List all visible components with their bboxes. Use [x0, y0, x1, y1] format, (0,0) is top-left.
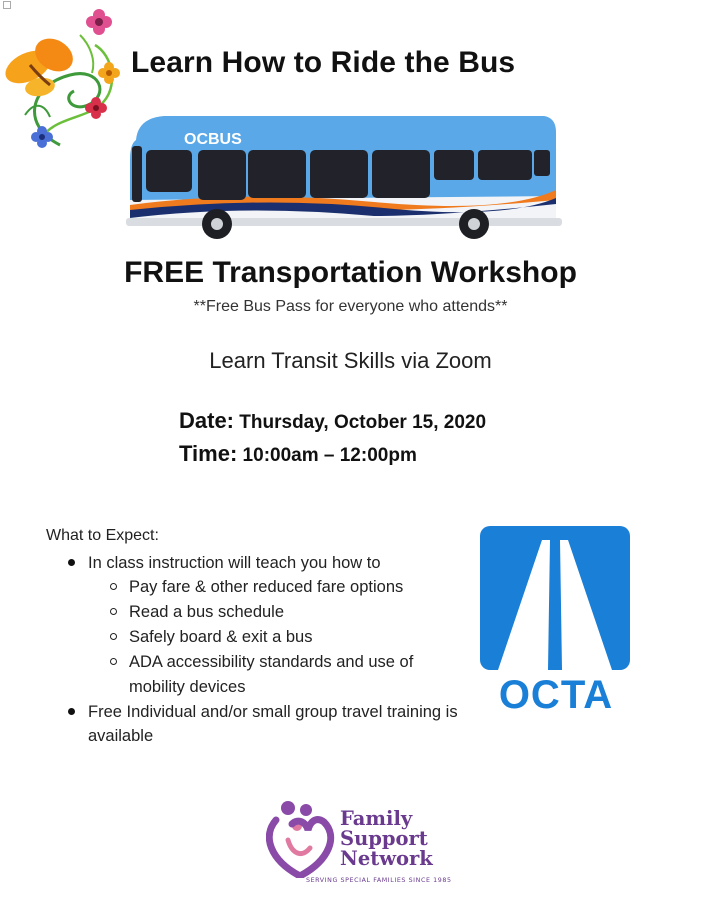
bus-brand-text: OCBUS: [184, 131, 242, 148]
sub-list-item-text: Read a bus schedule: [129, 603, 285, 621]
workshop-title: FREE Transportation Workshop: [124, 256, 577, 289]
bus-illustration: [124, 110, 564, 243]
expect-list: [46, 551, 466, 748]
fsn-tagline: SERVING SPECIAL FAMILIES SINCE 1985: [306, 877, 452, 884]
sub-list-item: [88, 650, 466, 700]
sub-list-item: [88, 600, 466, 625]
fsn-name-line3: Network: [340, 847, 433, 870]
octa-logo: [478, 526, 632, 714]
circle-bullet-icon: [110, 608, 117, 615]
list-item: [46, 551, 466, 700]
circle-bullet-icon: [110, 583, 117, 590]
fsn-name-line2: Support: [340, 827, 428, 850]
time-value: 10:00am – 12:00pm: [237, 445, 417, 466]
sub-list-item: [88, 625, 466, 650]
page-title: Learn How to Ride the Bus: [131, 46, 516, 79]
sub-list-item-text: Safely board & exit a bus: [129, 628, 313, 646]
sub-list: [88, 575, 466, 700]
sub-list-item-text: ADA accessibility standards and use of mobility devices: [129, 653, 414, 696]
date-label: Date:: [179, 408, 235, 433]
fsn-name-line1: Family: [340, 807, 413, 830]
zoom-line: Learn Transit Skills via Zoom: [209, 348, 492, 373]
circle-bullet-icon: [110, 633, 117, 640]
sub-list-item-text: Pay fare & other reduced fare options: [129, 578, 404, 596]
sub-list-item: [88, 575, 466, 600]
time-label: Time:: [179, 441, 238, 466]
bullet-icon: [68, 559, 75, 566]
family-heart-icon: [266, 800, 336, 878]
date-row: [179, 408, 486, 434]
octa-logo-text: OCTA: [498, 673, 614, 714]
butterfly-flowers-icon: [0, 5, 130, 153]
expect-heading: What to Expect:: [46, 527, 159, 544]
bus-pass-note: **Free Bus Pass for everyone who attends**: [193, 298, 508, 315]
circle-bullet-icon: [110, 658, 117, 665]
time-row: [179, 441, 417, 467]
bullet-icon: [68, 708, 75, 715]
list-item-text: Free Individual and/or small group travel training is available: [88, 703, 458, 745]
list-item-text: In class instruction will teach you how to: [88, 554, 381, 572]
list-item: [46, 700, 466, 748]
date-value: Thursday, October 15, 2020: [234, 412, 487, 433]
